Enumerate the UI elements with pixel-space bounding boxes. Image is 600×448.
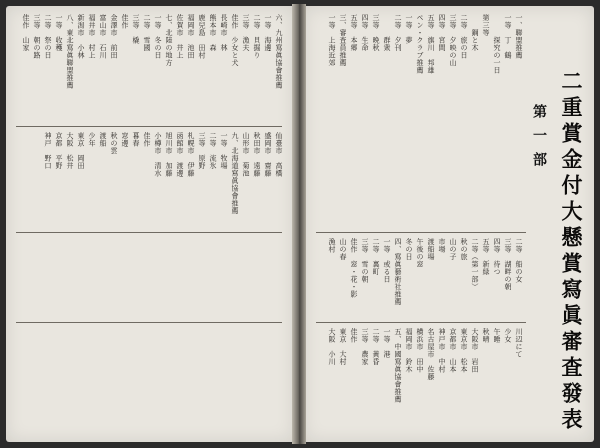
entry-line: 名古屋市 佐藤 [427, 328, 435, 381]
entry-line: 二等 祭の日 [44, 14, 52, 59]
entry-line: 第三等 [482, 14, 490, 37]
entry-line: 一等 港 [383, 328, 391, 358]
entry-line: 三等 漁夫 [242, 14, 250, 52]
entry-heading: 六、九州寫眞協會推薦 [275, 14, 283, 89]
entry-line: 富山市 石川 [99, 14, 107, 59]
entry-heading: 東京 大村 [339, 328, 347, 366]
entry-line: 鹿兒島 田村 [198, 14, 206, 59]
entry-line: 佳作 少女と犬 [231, 14, 239, 67]
entry-line: 四等 宮間 [438, 14, 446, 52]
entry-line: 神戸市 中村 [438, 328, 446, 373]
entry-line: 旭川市 加藤 [165, 132, 173, 177]
entry-line: 秋の旅 [460, 238, 468, 261]
entry-line: 大阪 小川 [328, 328, 336, 366]
section-divider [16, 322, 282, 323]
entry-line: 窓邊 [121, 132, 129, 147]
book-gutter [292, 4, 306, 444]
entry-line: 福岡市 池田 [187, 14, 195, 59]
entry-line: 探究の一日 [493, 14, 501, 74]
entry-heading: 九、北海道寫眞協會推薦 [231, 132, 239, 215]
entry-heading: 東京市 松本 [460, 328, 468, 373]
entry-line: 五等 旗川 邦雄 [427, 14, 435, 74]
entry-line: 市場 [438, 238, 446, 253]
entry-line: 一等 海邊 [264, 14, 272, 52]
entry-line: 函館市 渡邊 [176, 132, 184, 177]
entry-line: 秋の雲 [110, 132, 118, 155]
entry-line: 秋晴 [482, 328, 490, 343]
entry-line: 暮春 [132, 132, 140, 147]
section-divider [316, 322, 526, 323]
entry-line: 二等 旅の日 [460, 14, 468, 59]
entry-heading: 一、聯盟推薦 [515, 14, 523, 59]
entry-line: 大阪 松井 [66, 132, 74, 170]
entry-line: 京都市 山本 [449, 328, 457, 373]
entry-heading: 五、中國寫眞協會推薦 [394, 328, 402, 403]
entry-line: 佳作 [121, 14, 129, 29]
entry-line: 一等 夢 [405, 14, 413, 44]
entry-line: 熊本市 森 [209, 14, 217, 52]
entry-line: 五等 本郷 [350, 14, 358, 52]
entry-line: 小樽市 清水 [154, 132, 162, 177]
entry-heading: 札幌市 伊藤 [187, 132, 195, 177]
entry-heading: ペン・クラブ推薦 [416, 14, 424, 74]
entry-line: 山の子 [449, 238, 457, 261]
entry-line: 四等 生命 [361, 14, 369, 52]
entry-line: 二等 雪國 [143, 14, 151, 52]
entry-line: 一等 上海近郊 [328, 14, 336, 67]
entry-heading: 山の春 [339, 238, 347, 261]
entry-line: 二等 船の女 [515, 238, 523, 283]
entry-line: 三等 原野 [198, 132, 206, 170]
entry-line: 五等 新緑 [482, 238, 490, 276]
entry-line: 一等 收穫 [55, 14, 63, 52]
entry-heading: 八、東北寫眞聯盟推薦 [66, 14, 74, 89]
entry-line: 川辺にて [515, 328, 523, 358]
entry-heading: 長崎市 林 [220, 14, 228, 52]
entry-line: 三等 雪の朝 [361, 238, 369, 283]
entry-line: 冬の日 [405, 238, 413, 261]
entry-line: 二等 流氷 [209, 132, 217, 170]
entry-line: 佳作 窓・花・影 [350, 238, 358, 298]
entry-line: 少年 [88, 132, 96, 147]
entry-line: 佳作 山家 [22, 14, 30, 52]
entry-line: 福岡市 鈴木 [405, 328, 413, 373]
entry-line: 山形市 菊池 [242, 132, 250, 177]
entry-heading: 仙臺市 高橋 [275, 132, 283, 177]
entry-line: 三等 湖畔の朝 [504, 238, 512, 291]
section-divider [316, 232, 526, 233]
entry-line: 渡船場 [427, 238, 435, 261]
entry-line: 一等 丁 鶴 [504, 14, 512, 59]
entry-line: 佳作 [350, 328, 358, 343]
entry-heading: 四、寫眞藝術社推薦 [394, 238, 402, 306]
entry-line: 一等 牧場 [220, 132, 228, 170]
entry-line: 三等 夕映の山 [449, 14, 457, 67]
entry-line: 福井市 村上 [88, 14, 96, 59]
entry-line: 一等 冬の日 [154, 14, 162, 59]
entry-line: 新潟市 小林 [77, 14, 85, 59]
entry-line: 三等 朝の路 [33, 14, 41, 59]
document-title: 二重賞金付大懸賞寫眞審査發表 [559, 70, 584, 434]
entry-line: 二等 黃昏 [372, 328, 380, 366]
entry-line: 二等 裏町 [372, 238, 380, 276]
part-heading: 第一部 [531, 104, 547, 176]
entry-line: 渡船 [99, 132, 107, 147]
entry-line: 京都 平野 [55, 132, 63, 170]
entry-line: 二等 夕刊 [394, 14, 402, 52]
entry-heading: 二等（第一部） [471, 238, 479, 291]
entry-line: 神戸 野口 [44, 132, 52, 170]
entry-line: 大阪市 岩田 [471, 328, 479, 373]
entry-line: 横浜市 田中 [416, 328, 424, 373]
entry-line: 佐賀市 井上 [176, 14, 184, 59]
entry-heading: 三、審査員推薦 [339, 14, 347, 67]
entry-line: 二等 貝掘り [253, 14, 261, 59]
entry-line: 漁村 [328, 238, 336, 253]
entry-line: 午睡 [493, 328, 501, 343]
entry-line: 午後の窓 [416, 238, 424, 268]
entry-line: 三等 晩秋 [372, 14, 380, 52]
entry-heading: 金澤市 前田 [110, 14, 118, 59]
entry-line: 秋田市 遠藤 [253, 132, 261, 177]
entry-heading: 佳作 [143, 132, 151, 147]
section-divider [16, 126, 282, 127]
entry-line: 鋼と木 [471, 14, 479, 52]
entry-line: 三等 農家 [361, 328, 369, 366]
entry-line: 少女 [504, 328, 512, 343]
entry-heading: 東京 岡田 [77, 132, 85, 170]
entry-line: 三等 橇 [132, 14, 140, 44]
entry-line: 盛岡市 齋藤 [264, 132, 272, 177]
entry-line: 群衆 [383, 14, 391, 52]
entry-line: 一等 或る日 [383, 238, 391, 283]
section-divider [16, 232, 282, 233]
entry-heading: 七、北陸の地方 [165, 14, 173, 67]
entry-line: 四等 待つ [493, 238, 501, 276]
